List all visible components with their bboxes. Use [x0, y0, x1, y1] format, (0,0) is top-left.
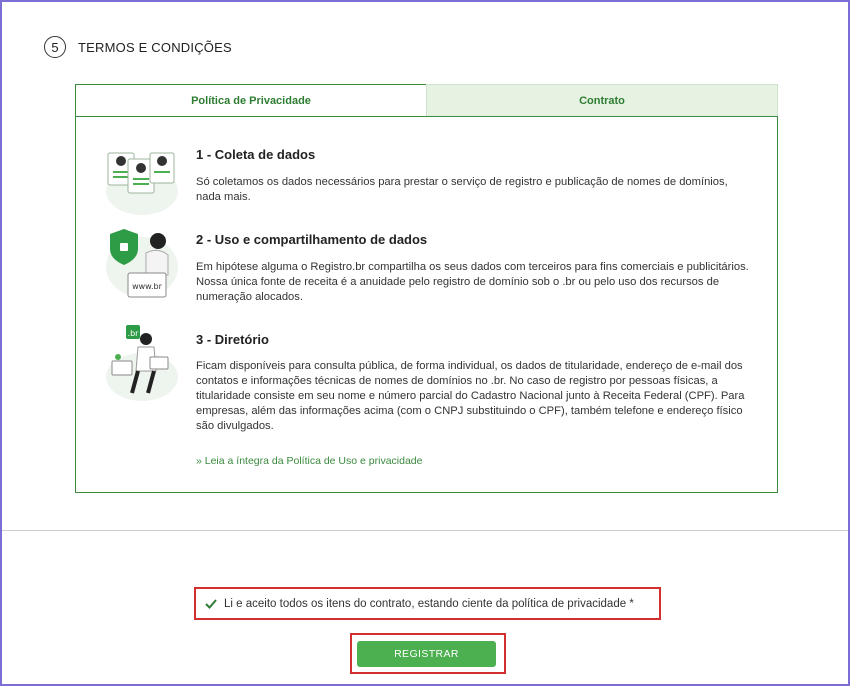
tab-privacy-policy[interactable]: Política de Privacidade: [75, 84, 426, 117]
terms-item-data-usage: [96, 229, 756, 319]
terms-item-title: 1 - Coleta de dados: [196, 147, 316, 162]
accept-terms-label: Li e aceito todos os itens do contrato, estando ciente da política de privacidade *: [224, 597, 634, 610]
accept-terms-checkbox[interactable]: [194, 587, 661, 620]
section-header: [44, 36, 232, 58]
terms-item-text: Ficam disponíveis para consulta pública, de forma individual, os dados de titularidade, endereço de e-mail dos contatos e informações técnicas de nomes de domínios no .br. No caso de registro por pessoas físicas, a titularidade consiste em seu nome e número parcial do Cadastro Nacional junto à Receita Federal (CPF). Para empresas, além das informações acima (com o CNPJ substituindo o CPF), também telefone e endereço físico são divulgados.: [196, 360, 745, 432]
section-divider: [2, 530, 848, 531]
documents-illustration-icon: [102, 143, 182, 223]
step-number: 5: [44, 36, 66, 58]
register-button[interactable]: REGISTRAR: [357, 641, 496, 667]
terms-panel: [75, 116, 778, 493]
terms-item-text: Só coletamos os dados necessários para prestar o serviço de registro e publicação de nomes de domínios, nada mais.: [196, 176, 728, 203]
tab-contract[interactable]: Contrato: [426, 84, 778, 117]
terms-item-text: Em hipótese alguma o Registro.br compartilha os seus dados com terceiros para fins comerciais e publicitários. Nossa única fonte de receita é a anuidade pelo registro de domínio sob o .br ou pelo uso dos recursos de numeração alocados.: [196, 261, 749, 303]
terms-item-title: 3 - Diretório: [196, 332, 269, 347]
person-laptop-illustration-icon: [102, 321, 182, 407]
shield-browser-illustration-icon: [102, 223, 182, 305]
policy-full-link[interactable]: » Leia a íntegra da Política de Uso e privacidade: [196, 455, 423, 467]
terms-item-directory: [96, 329, 756, 459]
terms-item-data-collection: [96, 143, 756, 233]
illustration-www-label: www.br: [132, 282, 162, 291]
terms-item-title: 2 - Uso e compartilhamento de dados: [196, 232, 428, 247]
illustration-br-label: .br: [127, 329, 139, 338]
check-icon: [204, 597, 218, 611]
section-title: TERMOS E CONDIÇÕES: [78, 39, 232, 55]
tab-bar: [75, 84, 778, 117]
